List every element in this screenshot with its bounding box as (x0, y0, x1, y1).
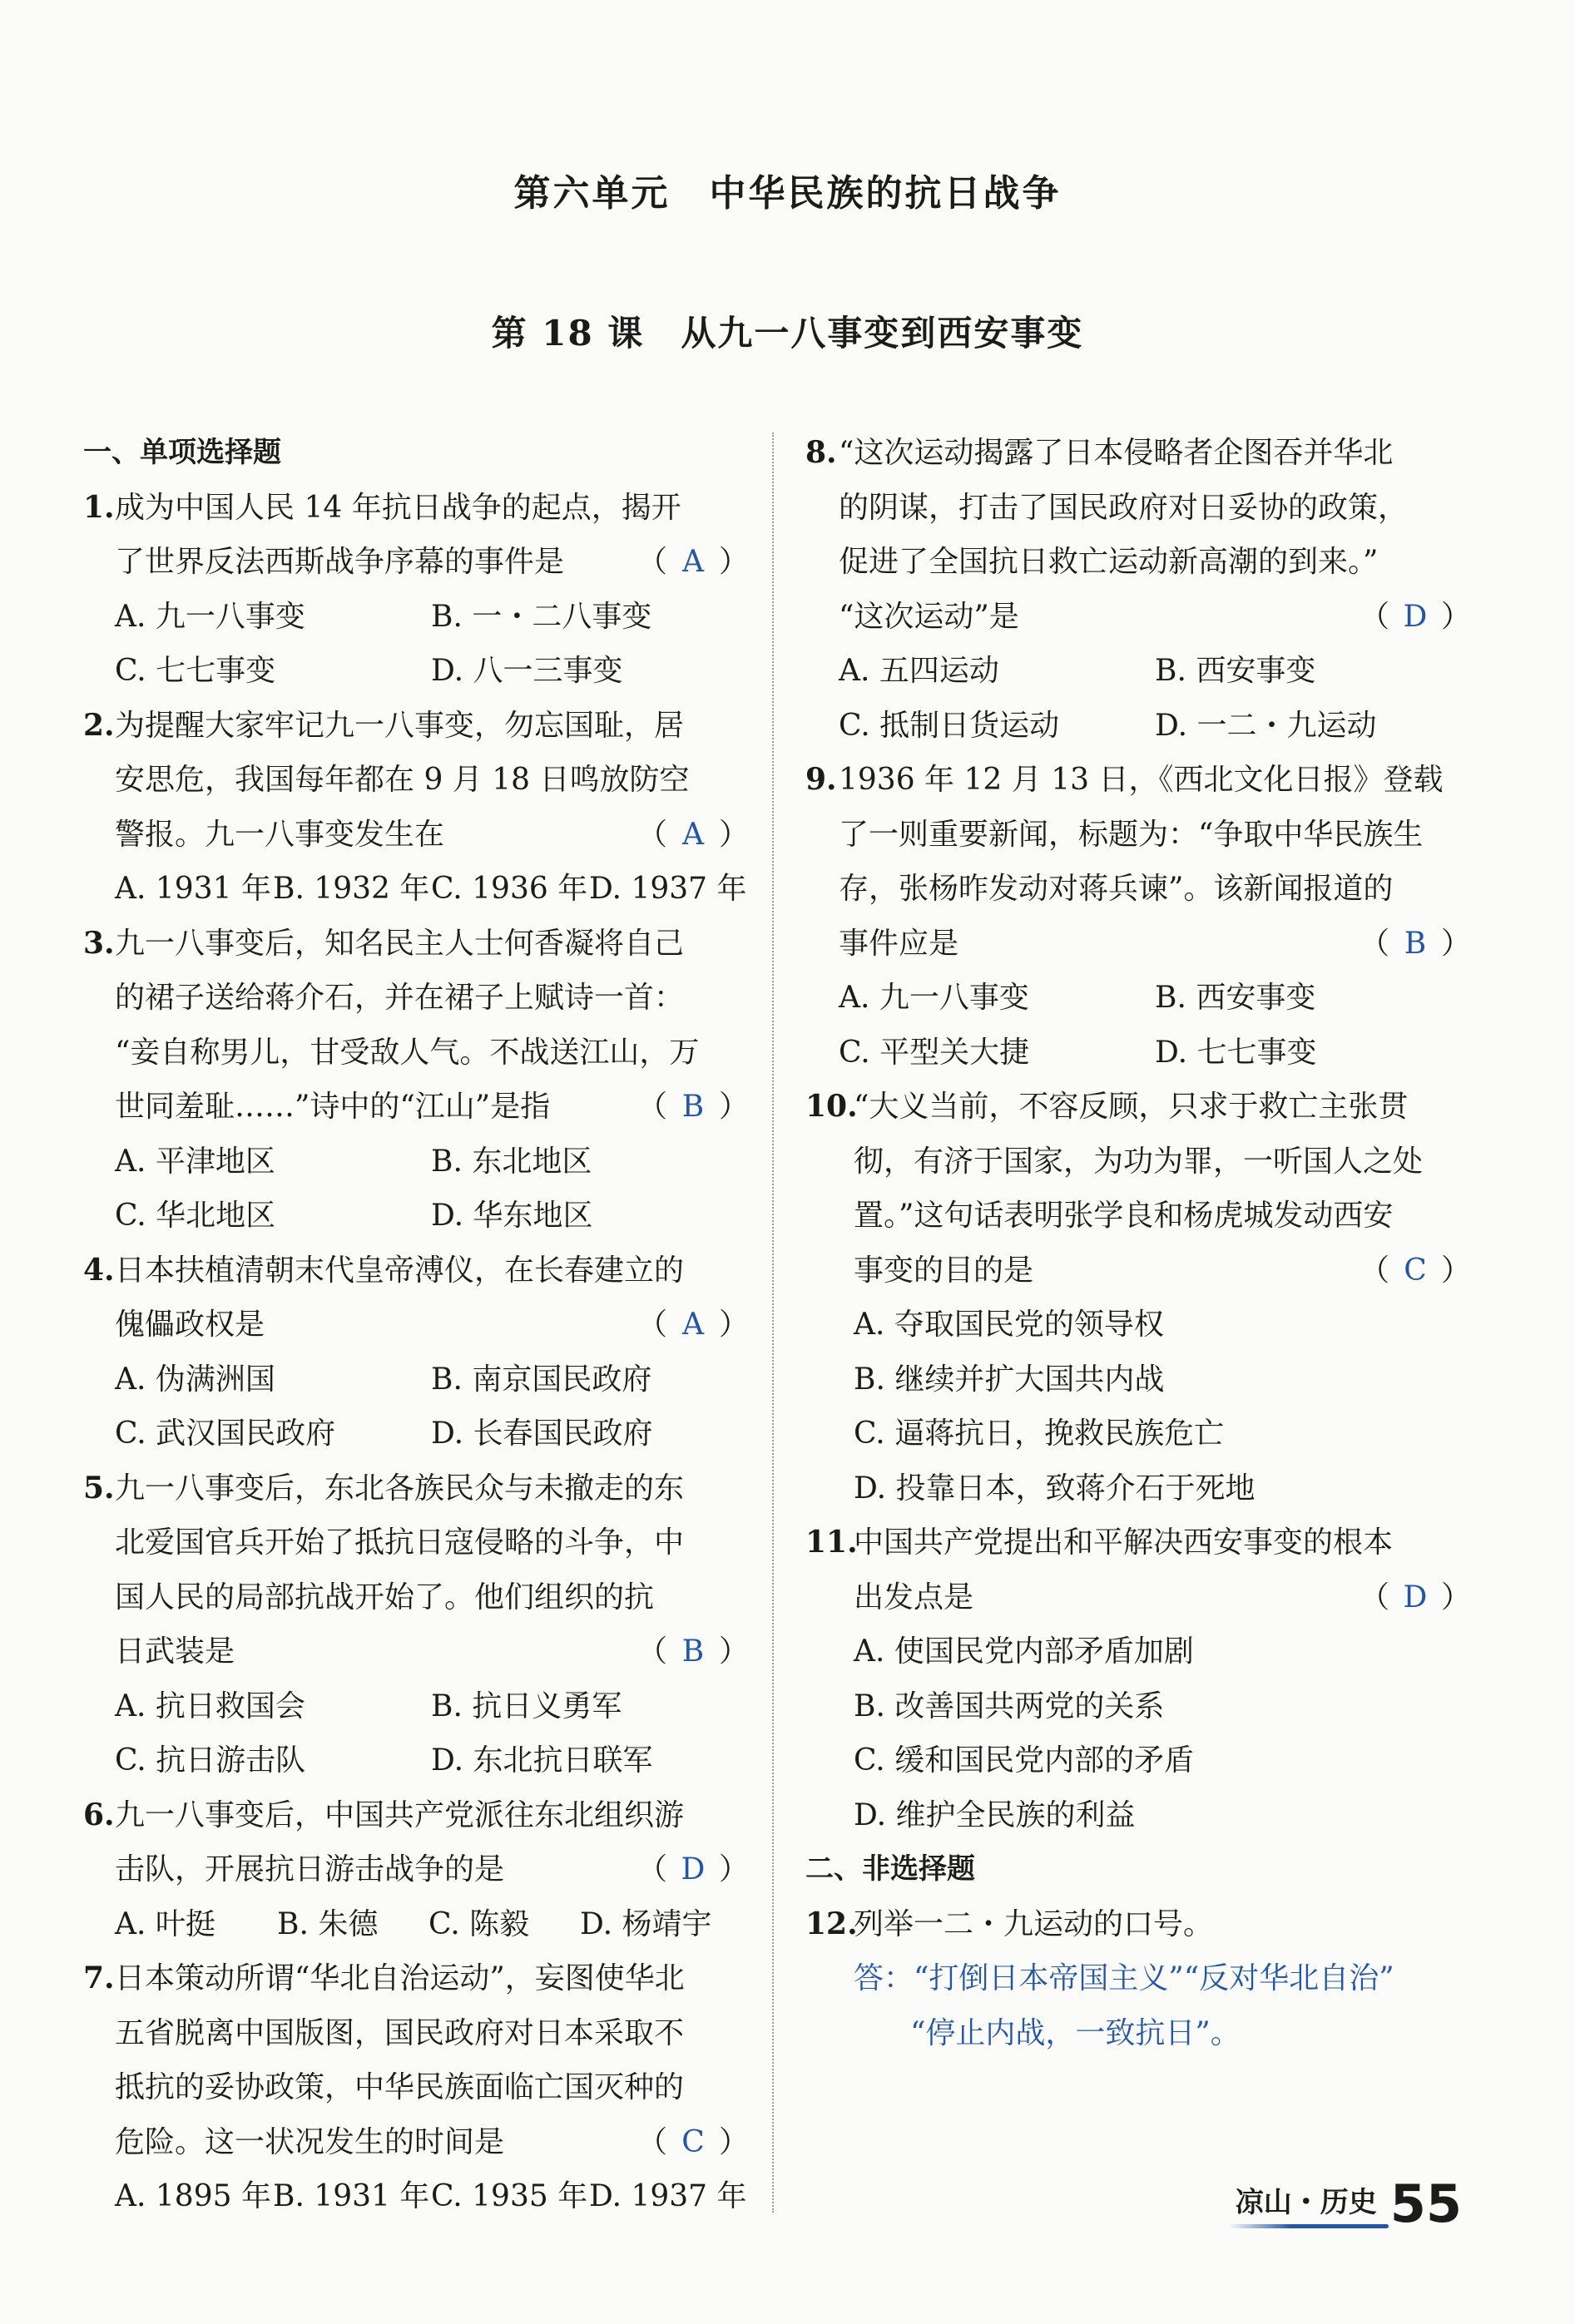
option: A. 五四运动 (839, 654, 999, 688)
answer-bracket: （ A ） (637, 1298, 749, 1352)
question-stem-line: 九一八事变后，中国共产党派往东北组织游 (115, 1797, 685, 1832)
option: C. 七七事变 (115, 654, 276, 688)
option-list (83, 1897, 749, 1952)
question-stem-line: 世同羞耻……”诗中的“江山”是指 (115, 1090, 551, 1124)
section-title-open: 二、非选择题 (805, 1852, 975, 1886)
question-stem-line: 抵抗的妥协政策，中华民族面临亡国灭种的 (115, 2070, 685, 2104)
option: D. 1937 年 (589, 2179, 747, 2213)
option: C. 抵制日货运动 (839, 708, 1060, 743)
answer-choice: A (681, 1308, 704, 1342)
question-5 (83, 1461, 749, 1788)
question-number: 6. (83, 1797, 115, 1832)
question-stem-line: 五省脱离中国版图，国民政府对日本采取不 (115, 2015, 685, 2050)
answer-bracket: （ C ） (1360, 1244, 1471, 1298)
question-2 (83, 699, 749, 917)
question-stem-line: “这次运动”是 (839, 599, 1019, 634)
option: C. 1936 年 (431, 872, 588, 906)
option: C. 1935 年 (431, 2179, 588, 2213)
question-stem-line: 事件应是 (839, 926, 959, 961)
answer-choice: C (681, 2124, 705, 2159)
option: C. 缓和国民党内部的矛盾 (854, 1743, 1195, 1778)
question-stem-line: 的裙子送给蒋介石，并在裙子上赋诗一首： (115, 981, 685, 1015)
answer-choice: A (681, 817, 704, 852)
option: D. 投靠日本，致蒋介石于死地 (854, 1471, 1256, 1506)
question-number: 8. (805, 435, 837, 470)
question-12 (805, 1897, 1471, 2061)
option-list (805, 1298, 1471, 1516)
lesson-title: 第 18 课 从九一八事变到西安事变 (491, 313, 1084, 354)
question-stem-line: 为提醒大家牢记九一八事变，勿忘国耻，居 (115, 708, 685, 743)
question-stem-line: 危险。这一状况发生的时间是 (115, 2124, 505, 2159)
question-stem-line: 出发点是 (854, 1580, 974, 1614)
option: B. 改善国共两党的关系 (854, 1689, 1165, 1723)
question-stem-line: “妾自称男儿，甘受敌人气。不战送江山，万 (115, 1035, 700, 1070)
page-number: 55 (1389, 2173, 1462, 2234)
option: D. 维护全民族的利益 (854, 1797, 1136, 1832)
unit-title: 第六单元 中华民族的抗日战争 (513, 172, 1062, 215)
option: B. 西安事变 (1155, 981, 1316, 1015)
option: D. 长春国民政府 (431, 1417, 653, 1451)
question-number: 9. (805, 762, 837, 797)
option: B. 东北地区 (431, 1144, 592, 1179)
option-list (83, 590, 749, 699)
question-4 (83, 1244, 749, 1461)
question-stem-line: 中国共产党提出和平解决西安事变的根本 (854, 1525, 1394, 1560)
option: D. 杨靖宇 (580, 1906, 712, 1941)
question-stem-line: 成为中国人民 14 年抗日战争的起点，揭开 (115, 490, 681, 525)
question-9 (805, 753, 1471, 1080)
option: C. 抗日游击队 (115, 1743, 306, 1778)
option: A. 叶挺 (115, 1906, 215, 1941)
option: D. 华东地区 (431, 1199, 593, 1233)
option: A. 1931 年 (115, 872, 271, 906)
option: A. 抗日救国会 (115, 1689, 305, 1723)
option: C. 华北地区 (115, 1199, 276, 1233)
answer-bracket: （ B ） (637, 1080, 749, 1135)
question-stem-line: 击队，开展抗日游击战争的是 (115, 1852, 505, 1886)
option: A. 平津地区 (115, 1144, 275, 1179)
question-stem-line: 傀儡政权是 (115, 1308, 265, 1342)
question-number: 5. (83, 1470, 115, 1506)
option-list (805, 644, 1471, 753)
option: B. 1931 年 (273, 2179, 430, 2213)
question-stem-line: 九一八事变后，东北各族民众与未撤走的东 (115, 1471, 685, 1506)
option-list (805, 1624, 1471, 1842)
question-stem-line: 彻，有济于国家，为功为罪，一听国人之处 (854, 1144, 1424, 1179)
answer-bracket: （ C ） (637, 2115, 749, 2170)
option-list (83, 1135, 749, 1244)
option: D. 七七事变 (1155, 1035, 1317, 1070)
question-stem-line: 日武装是 (115, 1634, 235, 1669)
question-number: 11. (805, 1525, 858, 1560)
footer-label: 凉山・历史 (1236, 2179, 1377, 2228)
question-number: 12. (805, 1906, 858, 1941)
question-stem-line: 事变的目的是 (854, 1253, 1034, 1288)
option: B. 抗日义勇军 (431, 1689, 622, 1723)
option: D. 八一三事变 (431, 654, 623, 688)
answer-choice: A (681, 545, 704, 579)
answer-choice: B (681, 1090, 705, 1124)
option-list (805, 971, 1471, 1080)
right-column (805, 426, 1471, 2060)
option-list (83, 1352, 749, 1461)
question-3 (83, 917, 749, 1244)
question-stem-line: 安思危，我国每年都在 9 月 18 日鸣放防空 (115, 763, 690, 797)
question-stem-line: 警报。九一八事变发生在 (115, 817, 445, 852)
answer-choice: B (1404, 926, 1427, 961)
option: B. 南京国民政府 (431, 1362, 652, 1397)
answer-choice: D (1403, 1580, 1428, 1614)
question-6 (83, 1788, 749, 1952)
question-8 (805, 426, 1471, 753)
question-number: 3. (83, 925, 115, 961)
answer-bracket: （ A ） (637, 535, 749, 590)
question-stem-line: 日本扶植清朝末代皇帝溥仪，在长春建立的 (115, 1253, 685, 1288)
question-stem-line: 北爱国官兵开始了抵抗日寇侵略的斗争，中 (115, 1525, 685, 1560)
answer-bracket: （ B ） (637, 1624, 749, 1679)
written-answer-line: 答：“打倒日本帝国主义”“反对华北自治” (854, 1961, 1394, 1995)
option: D. 东北抗日联军 (431, 1743, 653, 1778)
question-1 (83, 481, 749, 699)
question-stem-line: 存，张杨昨发动对蒋兵谏”。该新闻报道的 (839, 872, 1394, 906)
option-list (83, 862, 749, 917)
page-footer (1235, 2173, 1462, 2234)
option: A. 伪满洲国 (115, 1362, 275, 1397)
answer-choice: D (1403, 599, 1428, 634)
question-stem-line: 九一八事变后，知名民主人士何香凝将自己 (115, 926, 685, 961)
option: B. 继续并扩大国共内战 (854, 1362, 1165, 1397)
question-stem-line: 促进了全国抗日救亡运动新高潮的到来。” (839, 545, 1379, 579)
option: A. 夺取国民党的领导权 (854, 1308, 1164, 1342)
option: A. 1895 年 (115, 2179, 271, 2213)
answer-bracket: （ D ） (1360, 1570, 1471, 1625)
option: C. 平型关大捷 (839, 1035, 1030, 1070)
option: B. 西安事变 (1155, 654, 1316, 688)
answer-choice: C (1404, 1253, 1427, 1288)
question-number: 2. (83, 707, 115, 743)
written-answer-line: “停止内战，一致抗日”。 (910, 2015, 1241, 2050)
option: B. 1932 年 (273, 872, 430, 906)
answer-bracket: （ D ） (637, 1842, 749, 1897)
option: D. 一二・九运动 (1155, 708, 1377, 743)
question-stem-line: 1936 年 12 月 13 日，《西北文化日报》登载 (839, 763, 1444, 797)
option: A. 九一八事变 (839, 981, 1029, 1015)
option-list (83, 2169, 749, 2224)
question-11 (805, 1516, 1471, 1842)
answer-choice: D (681, 1852, 706, 1886)
question-stem-line: 了一则重要新闻，标题为：“争取中华民族生 (839, 817, 1424, 852)
question-stem-line: “大义当前，不容反顾，只求于救亡主张贯 (854, 1090, 1409, 1124)
question-stem-line: 的阴谋，打击了国民政府对日妥协的政策， (839, 490, 1409, 525)
option: A. 九一八事变 (115, 599, 305, 634)
option: B. 朱德 (277, 1906, 379, 1941)
column-divider (772, 433, 774, 2213)
question-number: 4. (83, 1252, 115, 1288)
option: B. 一・二八事变 (431, 599, 652, 634)
question-stem-line: 置。”这句话表明张学良和杨虎城发动西安 (854, 1199, 1394, 1233)
question-number: 1. (83, 489, 115, 525)
section-title-choice: 一、单项选择题 (83, 436, 281, 469)
answer-bracket: （ B ） (1360, 917, 1471, 972)
option: A. 使国民党内部矛盾加剧 (854, 1634, 1194, 1669)
answer-bracket: （ D ） (1360, 590, 1471, 645)
question-stem-line: 列举一二・九运动的口号。 (854, 1906, 1214, 1941)
option: D. 1937 年 (589, 872, 747, 906)
question-stem-line: 日本策动所谓“华北自治运动”，妄图使华北 (115, 1961, 685, 1995)
question-7 (83, 1951, 749, 2224)
left-column (83, 426, 749, 2224)
answer-choice: B (681, 1634, 705, 1669)
question-number: 10. (805, 1089, 858, 1124)
written-answer (805, 1951, 1471, 2060)
question-stem-line: 国人民的局部抗战开始了。他们组织的抗 (115, 1580, 655, 1614)
question-10 (805, 1080, 1471, 1516)
option-list (83, 1679, 749, 1788)
option: C. 武汉国民政府 (115, 1417, 336, 1451)
answer-bracket: （ A ） (637, 808, 749, 863)
option: C. 逼蒋抗日，挽救民族危亡 (854, 1417, 1225, 1451)
question-number: 7. (83, 1961, 115, 1995)
question-stem-line: 了世界反法西斯战争序幕的事件是 (115, 545, 565, 579)
option: C. 陈毅 (428, 1906, 530, 1941)
question-stem-line: “这次运动揭露了日本侵略者企图吞并华北 (839, 436, 1394, 470)
